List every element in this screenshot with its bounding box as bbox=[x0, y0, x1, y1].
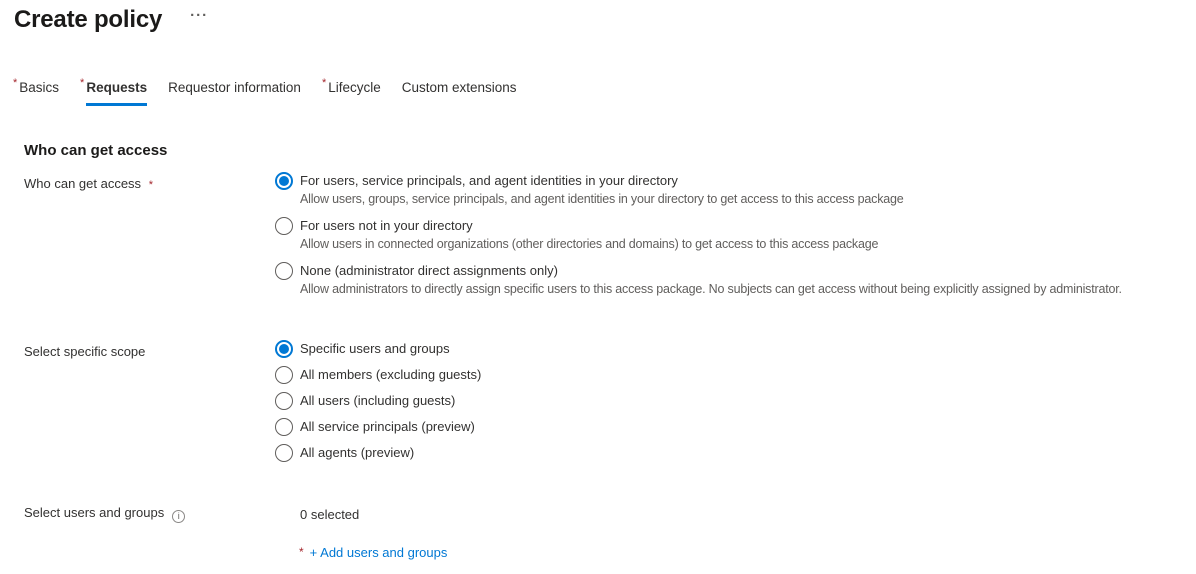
more-options-icon[interactable]: ··· bbox=[190, 7, 209, 24]
radio-selected-icon[interactable] bbox=[275, 172, 293, 190]
radio-option-all-service-principals[interactable] bbox=[275, 418, 1196, 436]
required-asterisk: * bbox=[299, 545, 304, 559]
required-asterisk: * bbox=[321, 77, 327, 89]
tab-label: Requests bbox=[86, 79, 147, 106]
option-text bbox=[300, 262, 1122, 298]
radio-unselected-icon[interactable] bbox=[275, 217, 293, 235]
option-label: For users not in your directory bbox=[300, 218, 473, 233]
section-heading: Who can get access bbox=[24, 142, 168, 159]
label-text: Select users and groups bbox=[24, 505, 165, 520]
radio-unselected-icon[interactable] bbox=[275, 444, 293, 462]
radio-unselected-icon[interactable] bbox=[275, 366, 293, 384]
option-label: All service principals (preview) bbox=[300, 419, 475, 434]
who-can-get-access-row bbox=[24, 172, 1196, 307]
select-specific-scope-label: Select specific scope bbox=[24, 344, 146, 359]
add-users-groups-row bbox=[299, 545, 1196, 561]
required-asterisk: * bbox=[148, 179, 153, 191]
info-icon[interactable] bbox=[172, 510, 185, 523]
radio-option-all-members[interactable] bbox=[275, 366, 1196, 384]
option-text bbox=[300, 172, 904, 208]
who-can-get-access-options bbox=[275, 172, 1196, 307]
required-asterisk: * bbox=[13, 77, 18, 89]
tab-label: Custom extensions bbox=[401, 80, 517, 95]
page-header bbox=[0, 0, 1196, 35]
label-text: Who can get access bbox=[24, 176, 142, 191]
option-text bbox=[300, 217, 878, 253]
select-users-groups-row bbox=[24, 501, 1196, 561]
add-users-and-groups-link[interactable]: + Add users and groups bbox=[309, 545, 448, 560]
option-label: None (administrator direct assignments only) bbox=[300, 263, 558, 278]
radio-option-all-agents[interactable] bbox=[275, 444, 1196, 462]
tab-label: Requestor information bbox=[168, 80, 301, 95]
select-specific-scope-options bbox=[275, 340, 1196, 470]
tab-bar bbox=[13, 79, 1196, 106]
tab-requests[interactable] bbox=[80, 79, 147, 106]
radio-option-users-not-in-directory[interactable] bbox=[275, 217, 1196, 253]
radio-option-none[interactable] bbox=[275, 262, 1196, 298]
who-can-get-access-label bbox=[24, 172, 275, 307]
tab-label: Lifecycle bbox=[328, 80, 381, 95]
required-asterisk: * bbox=[80, 77, 85, 89]
radio-option-specific-users-groups[interactable] bbox=[275, 340, 1196, 358]
option-label: For users, service principals, and agent identities in your directory bbox=[300, 173, 678, 188]
page-title: Create policy bbox=[14, 6, 163, 33]
option-label: All users (including guests) bbox=[300, 393, 456, 408]
radio-unselected-icon[interactable] bbox=[275, 392, 293, 410]
radio-selected-icon[interactable] bbox=[275, 340, 293, 358]
selected-count: 0 selected bbox=[300, 507, 360, 522]
option-label: Specific users and groups bbox=[300, 341, 450, 356]
select-specific-scope-row bbox=[24, 340, 1196, 470]
option-label: All members (excluding guests) bbox=[300, 367, 482, 382]
radio-option-all-users[interactable] bbox=[275, 392, 1196, 410]
tab-basics[interactable] bbox=[13, 79, 59, 106]
option-description: Allow administrators to directly assign specific users to this access package. No subjects can get access without being explicitly assigned by administrator. bbox=[300, 282, 1122, 296]
option-description: Allow users, groups, service principals, and agent identities in your directory to get access to this access package bbox=[300, 192, 904, 206]
option-label: All agents (preview) bbox=[300, 445, 415, 460]
option-description: Allow users in connected organizations (other directories and domains) to get access to this access package bbox=[300, 237, 879, 251]
select-users-groups-label bbox=[24, 501, 275, 561]
tab-requestor-information[interactable] bbox=[168, 79, 301, 106]
tab-lifecycle[interactable] bbox=[322, 79, 381, 106]
radio-unselected-icon[interactable] bbox=[275, 418, 293, 436]
radio-option-users-in-directory[interactable] bbox=[275, 172, 1196, 208]
tab-custom-extensions[interactable] bbox=[402, 79, 517, 106]
select-users-groups-content bbox=[275, 501, 1196, 561]
radio-unselected-icon[interactable] bbox=[275, 262, 293, 280]
tab-label: Basics bbox=[19, 80, 60, 95]
